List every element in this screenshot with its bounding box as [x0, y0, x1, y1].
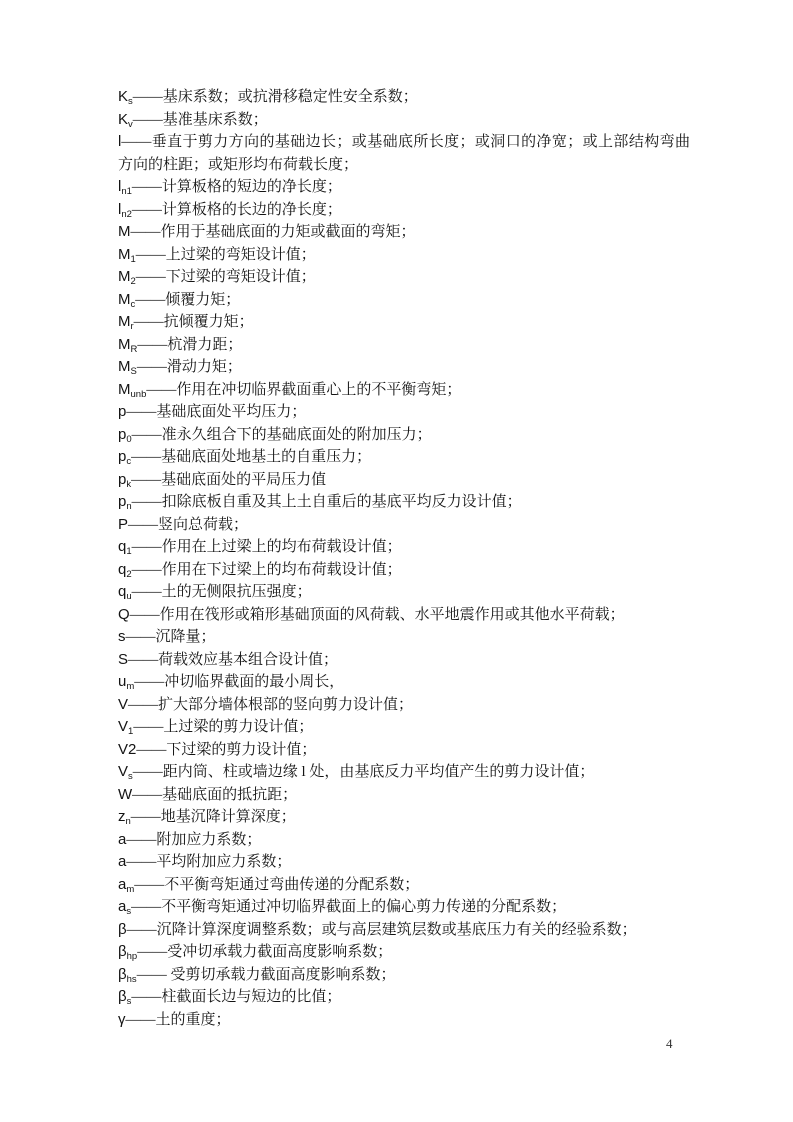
- symbol-definition: [118, 311, 690, 334]
- symbol-definition: [118, 829, 690, 852]
- symbol-definition: [118, 604, 690, 627]
- symbol-subscript: n: [125, 816, 131, 827]
- symbol-subscript: m: [126, 681, 135, 692]
- symbol-subscript: s: [126, 906, 132, 917]
- symbol-subscript: u: [126, 591, 132, 602]
- symbol-letter: l: [118, 133, 122, 150]
- page-number: 4: [666, 1036, 673, 1051]
- symbol: [118, 358, 137, 375]
- symbol: [118, 651, 128, 668]
- symbol-letter: p: [118, 493, 127, 510]
- symbol: [118, 493, 132, 510]
- symbol-definition: [118, 941, 690, 964]
- symbol-letter: P: [118, 515, 129, 533]
- definition-text: ——冲切临界截面的最小周长，: [134, 674, 345, 690]
- symbol: [118, 876, 134, 893]
- symbol: [118, 471, 131, 488]
- symbol-letter: M: [118, 223, 131, 240]
- symbol-subscript: n: [126, 501, 132, 512]
- symbol-definition: [118, 874, 690, 897]
- symbol-definition: [118, 491, 690, 514]
- symbol-subscript: 2: [130, 276, 136, 287]
- symbol-letter: M: [118, 313, 131, 330]
- symbol: [118, 718, 133, 735]
- symbol: [118, 943, 137, 960]
- symbol-definition: [118, 671, 690, 694]
- symbol: [118, 561, 132, 578]
- symbol-subscript: m: [126, 883, 135, 895]
- symbol-definition: [118, 401, 690, 424]
- symbol-definition: [118, 986, 690, 1009]
- symbol: [118, 313, 134, 330]
- symbol-definition: [118, 446, 690, 469]
- symbol: [118, 673, 134, 690]
- symbol-definition: [118, 109, 690, 132]
- symbol-subscript: 2: [126, 568, 132, 580]
- symbol-letter: p: [118, 425, 127, 443]
- definition-text: ——基准基床系数；: [132, 111, 268, 128]
- symbol-letter: β: [118, 943, 127, 960]
- symbol: [118, 88, 133, 105]
- definition-text: ——抗倾覆力矩；: [133, 314, 254, 330]
- symbol-definition: [118, 964, 690, 987]
- symbol-definition: [118, 356, 690, 379]
- symbol-letter: l: [118, 200, 122, 218]
- symbol: [118, 808, 131, 825]
- symbol: [118, 583, 132, 600]
- definition-text: ——倾覆力矩；: [135, 291, 241, 308]
- definition-text: ——下过梁的剪力设计值；: [136, 741, 317, 758]
- symbol-letter: q: [118, 583, 127, 600]
- symbol-letter: K: [118, 110, 129, 128]
- definition-text: ——地基沉降计算深度；: [130, 809, 296, 825]
- definition-text: ——作用在下过梁上的均布荷载设计值；: [131, 561, 402, 578]
- definition-text: ——扩大部分墙体根部的竖向剪力设计值；: [128, 696, 414, 713]
- symbol-subscript: 1: [130, 253, 136, 265]
- symbol: [118, 426, 132, 443]
- symbol-definition: [118, 694, 690, 717]
- symbol-letter: S: [118, 650, 129, 668]
- symbol-subscript: 1: [128, 726, 134, 737]
- symbol: [118, 921, 127, 938]
- definition-text: ——基床系数；或抗滑移稳定性安全系数；: [132, 89, 418, 105]
- symbol-letter: K: [118, 88, 129, 105]
- symbol: [118, 336, 137, 353]
- symbol-letter: Q: [118, 605, 130, 623]
- symbol-letter: a: [118, 853, 127, 870]
- symbol-letter: p: [118, 470, 127, 488]
- symbol-letter: V2: [118, 740, 137, 758]
- symbol-letter: M: [118, 380, 131, 398]
- symbol-letter: V: [118, 763, 129, 780]
- symbol-letter: s: [118, 628, 126, 645]
- symbol-letter: γ: [118, 1010, 126, 1028]
- symbol: [118, 381, 146, 398]
- symbol: [118, 291, 135, 308]
- symbol: [118, 201, 132, 218]
- definition-text: ——附加应力系数；: [126, 831, 262, 848]
- definition-text: ——作用在冲切临界截面重心上的不平衡弯矩；: [146, 381, 462, 398]
- symbol-definition: [118, 244, 690, 267]
- symbol-letter: p: [118, 448, 127, 465]
- symbol-subscript: R: [130, 343, 138, 355]
- symbol-letter: V: [118, 695, 129, 713]
- definition-text: ——土的无侧限抗压强度；: [131, 584, 312, 600]
- symbol-letter: M: [118, 290, 131, 308]
- symbol-letter: β: [118, 988, 127, 1005]
- symbol-letter: M: [118, 245, 131, 263]
- definition-text: ——滑动力矩；: [136, 359, 242, 375]
- symbol-subscript: s: [128, 96, 133, 107]
- definition-text: ——基础底面的抵抗距；: [132, 786, 298, 803]
- symbol-subscript: S: [130, 366, 137, 377]
- symbol-definition: [118, 739, 690, 762]
- definition-text: ——不平衡弯矩通过冲切临界截面上的偏心剪力传递的分配系数；: [131, 899, 567, 915]
- symbol-subscript: c: [130, 298, 136, 310]
- symbol-definition: [118, 806, 690, 829]
- symbol-definition: [118, 289, 690, 312]
- symbol-subscript: 0: [126, 433, 132, 445]
- symbol-definition: [118, 851, 690, 874]
- symbol-letter: a: [118, 898, 127, 915]
- symbol-definition: [118, 649, 690, 672]
- symbol-definition: [118, 559, 690, 582]
- symbol-definition: [118, 536, 690, 559]
- definition-text: ——距内筒、柱或墙边缘 l 处，由基底反力平均值产生的剪力设计值；: [132, 764, 595, 780]
- symbol-definition: [118, 221, 690, 244]
- definition-text: ——下过梁的弯矩设计值；: [135, 269, 316, 285]
- symbol-definition: [118, 199, 690, 222]
- symbol-subscript: hs: [126, 973, 137, 985]
- definition-text: ——计算板格的短边的净长度；: [131, 179, 342, 195]
- symbol-definition: [118, 514, 690, 537]
- symbol: [118, 966, 137, 983]
- symbol-letter: z: [118, 808, 126, 825]
- symbol-subscript: n2: [121, 208, 132, 220]
- symbol: [118, 628, 126, 645]
- definition-text: ——柱截面长边与短边的比值；: [131, 989, 342, 1005]
- symbol: [118, 741, 136, 758]
- definition-text: ——平均附加应力系数；: [126, 854, 292, 870]
- symbol-definition: [118, 424, 690, 447]
- symbol-letter: W: [118, 785, 133, 803]
- definition-text: ——扣除底板自重及其上土自重后的基底平均反力设计值；: [131, 494, 522, 510]
- definition-text: ——杭滑力距；: [137, 336, 243, 353]
- symbol: [118, 268, 136, 285]
- symbol-definition-list: [118, 86, 690, 1031]
- definition-text: ——荷载效应基本组合设计值；: [128, 651, 339, 668]
- symbol: [118, 1011, 126, 1028]
- definition-text: ——计算板格的长边的净长度；: [131, 201, 342, 218]
- symbol-subscript: k: [126, 478, 132, 490]
- symbol-subscript: n1: [121, 186, 132, 197]
- symbol-letter: a: [118, 830, 127, 848]
- symbol-subscript: c: [126, 456, 132, 467]
- symbol: [118, 696, 128, 713]
- symbol-subscript: r: [130, 321, 134, 332]
- symbol-definition: [118, 379, 690, 402]
- symbol: [118, 763, 133, 780]
- definition-text: ——作用在筏形或箱形基础顶面的风荷载、水平地震作用或其他水平荷载；: [129, 606, 625, 623]
- symbol-subscript: 1: [126, 546, 132, 557]
- symbol-letter: M: [118, 268, 131, 285]
- symbol-definition: [118, 176, 690, 199]
- symbol-letter: M: [118, 335, 131, 353]
- symbol: [118, 178, 132, 195]
- symbol-subscript: s: [128, 771, 133, 782]
- symbol-definition: [118, 761, 690, 784]
- definition-text: ——作用于基础底面的力矩或截面的弯矩；: [130, 224, 416, 240]
- symbol-subscript: hp: [126, 951, 138, 962]
- definition-text: ——沉降量；: [125, 629, 216, 645]
- symbol-definition: [118, 581, 690, 604]
- symbol-letter: a: [118, 875, 127, 893]
- symbol-subscript: s: [126, 996, 132, 1007]
- symbol-letter: q: [118, 538, 127, 555]
- symbol: [118, 223, 131, 240]
- symbol-letter: q: [118, 560, 127, 578]
- symbol: [118, 786, 132, 803]
- symbol: [118, 246, 136, 263]
- symbol-letter: M: [118, 358, 131, 375]
- definition-text: ——作用在上过梁上的均布荷载设计值；: [131, 539, 402, 555]
- definition-text: ——竖向总荷载；: [128, 516, 249, 533]
- definition-text: ——准永久组合下的基础底面处的附加压力；: [131, 426, 432, 443]
- symbol: [118, 448, 131, 465]
- symbol: [118, 988, 131, 1005]
- definition-text: ——垂直于剪力方向的基础边长；或基础底所长度；或洞口的净宽；或上部结构弯曲方向的柱距；或矩形均布荷载长度；: [118, 134, 690, 173]
- symbol-letter: l: [118, 178, 122, 195]
- definition-text: ——受冲切承载力截面高度影响系数；: [137, 944, 393, 960]
- definition-text: ——基础底面处地基土的自重压力；: [131, 449, 372, 465]
- symbol: [118, 538, 132, 555]
- symbol-subscript: unb: [130, 388, 147, 400]
- definition-text: —— 受剪切承载力截面高度影响系数；: [136, 966, 396, 983]
- symbol-definition: [118, 266, 690, 289]
- symbol-definition: [118, 919, 690, 942]
- symbol-letter: p: [118, 403, 127, 420]
- symbol-letter: β: [118, 965, 127, 983]
- symbol-definition: [118, 334, 690, 357]
- symbol-subscript: v: [128, 118, 133, 130]
- symbol-definition: [118, 131, 690, 176]
- symbol: [118, 898, 131, 915]
- definition-text: ——沉降计算深度调整系数；或与高层建筑层数或基底压力有关的经验系数；: [126, 921, 637, 938]
- definition-text: ——土的重度；: [125, 1011, 231, 1028]
- symbol-letter: β: [118, 920, 127, 938]
- symbol-definition: [118, 716, 690, 739]
- symbol: [118, 606, 130, 623]
- symbol-definition: [118, 86, 690, 109]
- symbol-definition: [118, 626, 690, 649]
- definition-text: ——上过梁的弯矩设计值；: [135, 246, 316, 263]
- symbol-definition: [118, 784, 690, 807]
- definition-text: ——不平衡弯矩通过弯曲传递的分配系数；: [134, 876, 420, 893]
- definition-text: ——上过梁的剪力设计值；: [133, 719, 314, 735]
- definition-text: ——基础底面处平均压力；: [126, 404, 307, 420]
- symbol-letter: V: [118, 718, 129, 735]
- symbol: [118, 111, 133, 128]
- symbol-definition: [118, 1009, 690, 1032]
- symbol: [118, 516, 128, 533]
- definition-text: ——基础底面处的平局压力值: [131, 471, 327, 488]
- symbol-definition: [118, 896, 690, 919]
- symbol-letter: u: [118, 673, 127, 690]
- symbol-definition: [118, 469, 690, 492]
